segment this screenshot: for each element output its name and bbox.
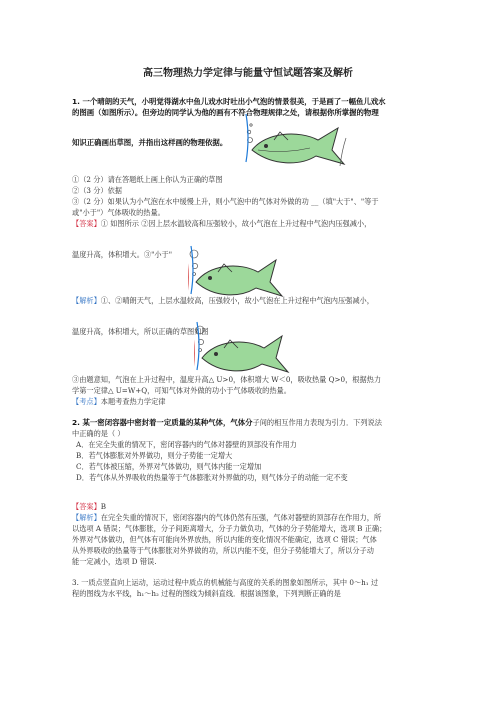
fish-drawing-explanation: [194, 320, 294, 380]
q2-explanation-line-5: 能一定减小，选项 D 错误.: [72, 557, 157, 566]
q2-stem-line-2: 中正确的是（ ）: [72, 429, 125, 438]
q1-stem-line-1: 1. 一个晴朗的天气，小明觉得湖水中鱼儿戏水时吐出小气泡的情景很美，于是画了一幅鱼儿戏水: [72, 97, 386, 106]
q1-explanation-line-4: 学第一定律△ U=W+Q，可知气体对外做的功小于气体吸收的热量。: [72, 386, 291, 395]
q1-explanation-line-3: ③由题意知，气泡在上升过程中，温度升高△ U>0，体积增大 W＜0，吸收热量 Q>0，根据热力: [72, 375, 382, 384]
q1-stem-line-3: 知识正确画出草图，并指出这样画的物理依据。: [72, 138, 228, 147]
q2-explanation-text: 在完全失重的情况下，密闭容器内的气体仍然有压强，气体对器壁的顶部存在作用力，所: [100, 513, 382, 522]
q1-stem-line-2: 的图画（如图所示）。但旁边的同学认为他的画有不符合物理规律之处，请根据你所掌握的物理: [72, 108, 379, 117]
q2-stem-line-1: [72, 418, 432, 428]
q2-option-b: B．若气体膨胀对外界做功，则分子势能一定增大: [76, 451, 233, 460]
q2-answer-line: [72, 502, 432, 512]
q1-option-3-line-1: ③（2 分）如果认为小气泡在水中缓慢上升，则小气泡中的气体对外做的功 __（填"大于"、"等于: [72, 197, 379, 206]
q2-explanation-line-1: [72, 513, 432, 523]
q1-answer-line-1: [72, 219, 432, 229]
q1-explanation-line-1: [72, 296, 432, 306]
q1-topic-text: 本题考查热力学定律: [100, 397, 166, 406]
q1-answer-line-2: 温度升高，体积增大。③"小于": [72, 250, 173, 259]
q1-topic-label: 【考点】: [72, 397, 101, 406]
fish-drawing-original: [244, 110, 354, 172]
q2-explanation-line-2: 以选项 A 错误；气体膨胀，分子间距离增大，分子力做负功，气体的分子势能增大，选项 B 正确；: [72, 524, 387, 533]
q1-option-1: ①（2 分）请在答题纸上画上你认为正确的草图: [72, 175, 223, 184]
q3-stem-line-2: 程的图线为水平线，h₁～h₂ 过程的图线为倾斜直线．根据该图象，下列判断正确的是: [72, 589, 341, 598]
q1-option-2: ②（3 分）依据: [72, 186, 122, 195]
fish-drawing-answer: [188, 244, 288, 304]
q2-explanation-line-4: 从外界吸收的热量等于气体膨胀对外界做的功，所以内能不变，但分子势能增大了，所以分子动: [72, 546, 374, 555]
q2-option-a: A．在完全失重的情况下，密闭容器内的气体对器壁的顶部没有作用力: [76, 440, 297, 449]
q1-answer-text: ① 如图所示 ②因上层水温较高和压强较小，故小气泡在上升过程中气泡内压强减小，: [100, 219, 372, 228]
q1-topic-line: [72, 397, 432, 407]
page-title: 高三物理热力学定律与能量守恒试题答案及解析: [143, 68, 353, 79]
q2-stem-rest: 子间的相互作用力表现为引力．下列说法: [252, 418, 382, 427]
q2-answer-label: 【答案】: [72, 502, 101, 511]
q2-option-d: D．若气体从外界吸收的热量等于气体膨胀对外界做的功，则气体分子的动能一定不变: [76, 473, 348, 482]
q2-option-c: C．若气体被压缩，外界对气体做功，则气体内能一定增加: [76, 462, 262, 471]
q1-explanation-line-2: 温度升高，体积增大，所以正确的草图如图: [72, 327, 209, 336]
q2-answer-text: B: [100, 502, 107, 511]
q1-option-3-line-2: 或"小于"）气体吸收的热量。: [72, 208, 165, 217]
q1-explanation-text: ①、②晴朗天气，上层水温较高，压强较小，故小气泡在上升过程中气泡内压强减小，: [100, 296, 374, 305]
q2-explanation-label: 【解析】: [72, 513, 101, 522]
q3-stem-line-1: 3. 一质点竖直向上运动，运动过程中质点的机械能与高度的关系的图象如图所示，其中 0～h₁ 过: [72, 578, 379, 587]
q1-answer-label: 【答案】: [72, 219, 101, 228]
q2-stem-bold: 2. 某一密闭容器中密封着一定质量的某种气体，气体分: [72, 418, 253, 427]
q2-explanation-line-3: 外界对气体做功，但气体有可能向外界放热，所以内能的变化情况不能确定，选项 C 错误；气体: [72, 535, 377, 544]
q1-explanation-label: 【解析】: [72, 296, 101, 305]
